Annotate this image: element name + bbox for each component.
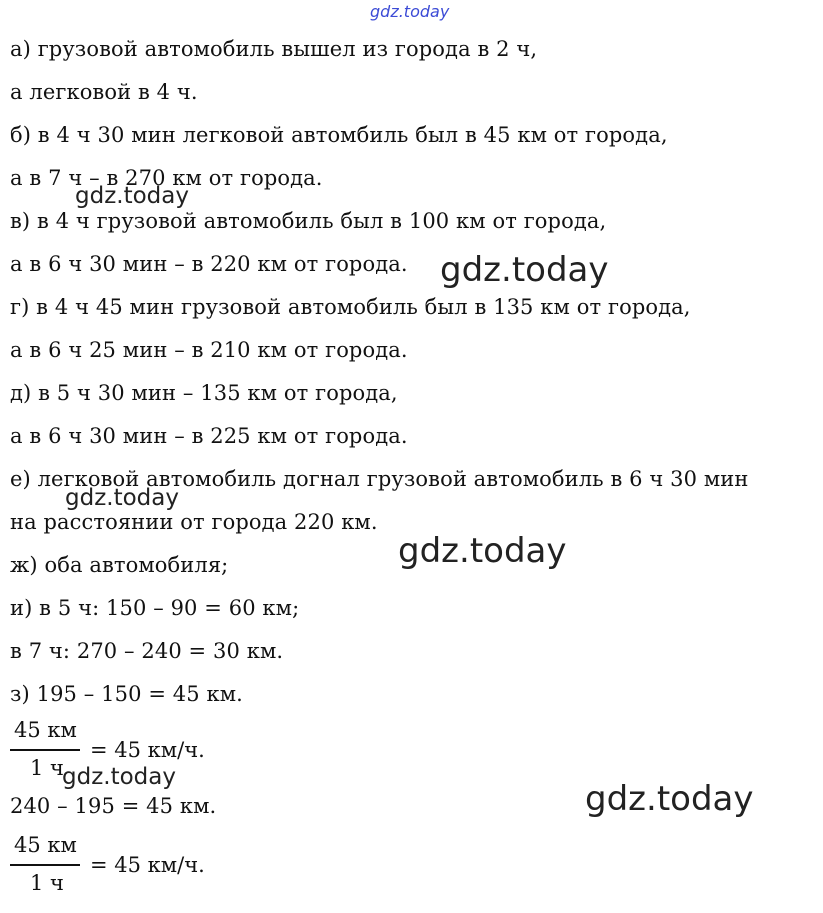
fraction-denominator: 1 ч	[30, 756, 64, 780]
text-line-9: д) в 5 ч 30 мин – 135 км от города,	[10, 381, 398, 405]
fraction-speed-2	[10, 833, 270, 897]
fraction-bar	[10, 864, 80, 866]
watermark: gdz.today	[585, 779, 754, 819]
text-line-2: а легковой в 4 ч.	[10, 80, 198, 104]
fraction-numerator: 45 км	[14, 718, 77, 742]
watermark: gdz.today	[440, 250, 609, 290]
text-line-13: ж) оба автомобиля;	[10, 553, 229, 577]
text-line-6: а в 6 ч 30 мин – в 220 км от города.	[10, 252, 408, 276]
text-line-1: а) грузовой автомобиль вышел из города в 2 ч,	[10, 37, 538, 61]
watermark: gdz.today	[65, 485, 179, 511]
watermark: gdz.today	[62, 764, 176, 790]
fraction-result: = 45 км/ч.	[90, 853, 205, 877]
text-line-5: в) в 4 ч грузовой автомобиль был в 100 км от города,	[10, 209, 607, 233]
watermark-top: gdz.today	[370, 2, 450, 21]
fraction-denominator: 1 ч	[30, 871, 64, 895]
text-line-15: в 7 ч: 270 – 240 = 30 км.	[10, 639, 284, 663]
text-line-12: на расстоянии от города 220 км.	[10, 510, 378, 534]
watermark: gdz.today	[75, 183, 189, 209]
text-line-4: а в 7 ч – в 270 км от города.	[10, 166, 323, 190]
fraction-result: = 45 км/ч.	[90, 738, 205, 762]
fraction-numerator: 45 км	[14, 833, 77, 857]
text-line-7: г) в 4 ч 45 мин грузовой автомобиль был в 135 км от города,	[10, 295, 691, 319]
text-line-8: а в 6 ч 25 мин – в 210 км от города.	[10, 338, 408, 362]
text-line-17: 240 – 195 = 45 км.	[10, 794, 217, 818]
text-line-14: и) в 5 ч: 150 – 90 = 60 км;	[10, 596, 300, 620]
watermark: gdz.today	[398, 531, 567, 571]
fraction-bar	[10, 749, 80, 751]
text-line-3: б) в 4 ч 30 мин легковой автомбиль был в 45 км от города,	[10, 123, 668, 147]
text-line-16: з) 195 – 150 = 45 км.	[10, 682, 243, 706]
text-line-11: е) легковой автомобиль догнал грузовой автомобиль в 6 ч 30 мин	[10, 467, 749, 491]
text-line-10: а в 6 ч 30 мин – в 225 км от города.	[10, 424, 408, 448]
